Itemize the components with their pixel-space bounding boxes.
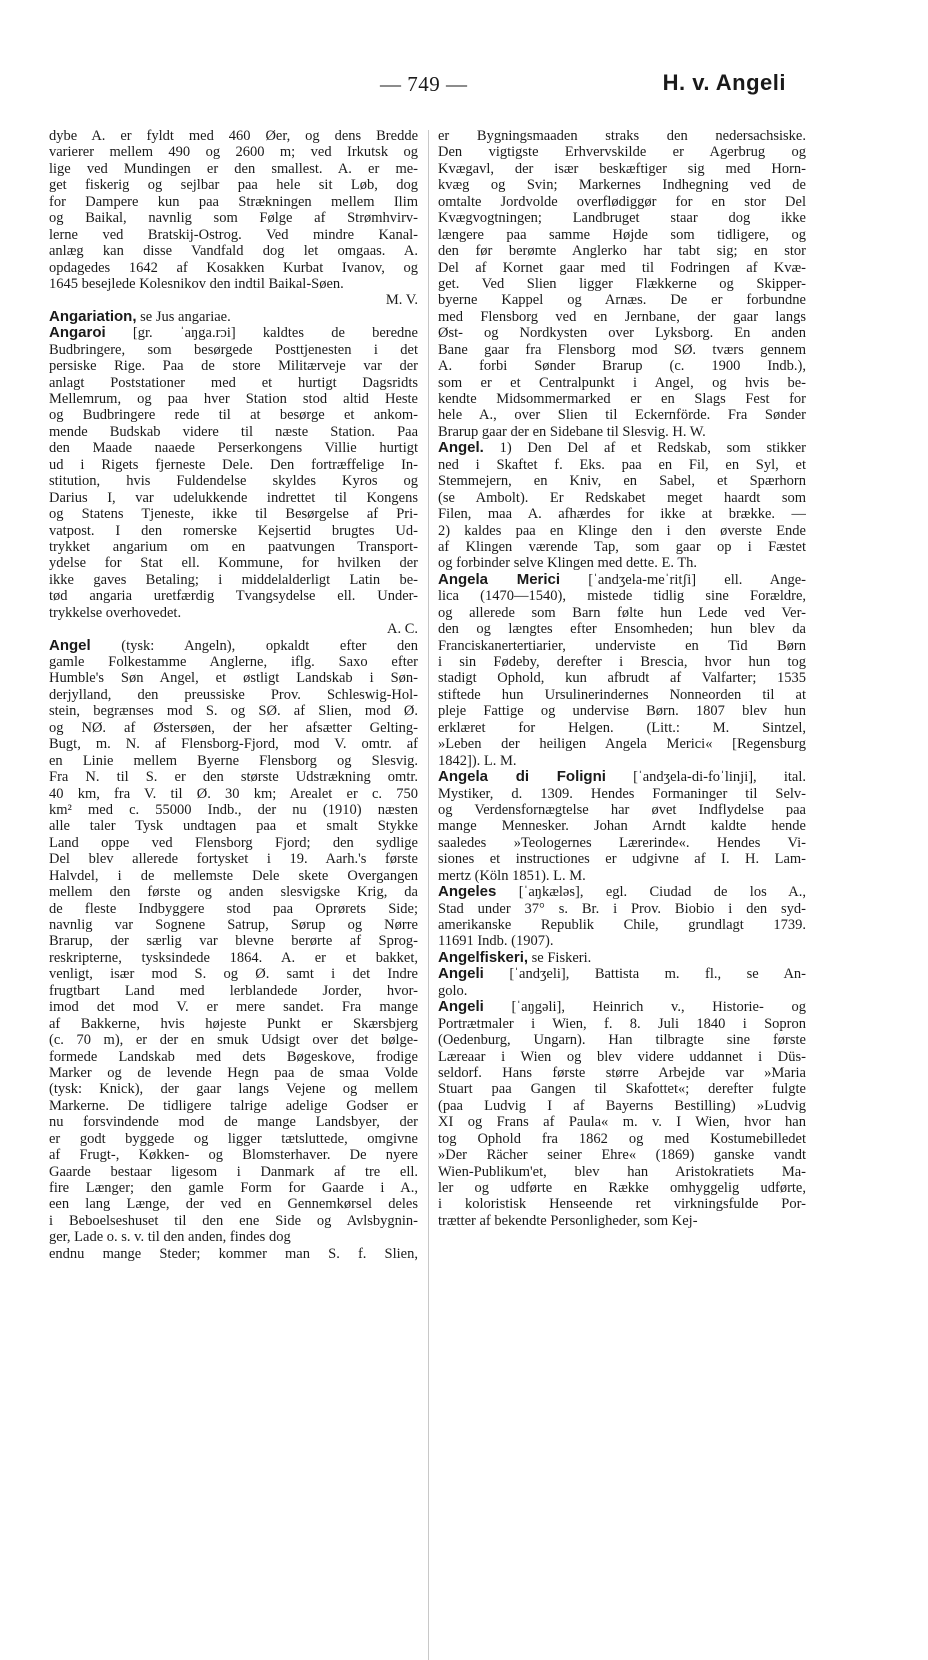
text-line: ydelse for Stat ell. Kommune, for hvilken der [49,555,418,572]
text-line: km² med c. 55000 Indb., der nu (1910) næsten [49,801,418,818]
text-line: (se Ambolt). Er Redskabet meget haardt som [438,489,806,506]
text-line: trykkelse overhovedet. [49,604,182,621]
text-line: stitution, hvis Fuldendelse skyldes Kyros og [49,473,418,490]
text-line: A. forbi Sønder Brarup (c. 1900 Indb.), [438,358,806,375]
text-line: A. C. [386,621,418,638]
running-head: H. v. Angeli [662,70,786,95]
text-line: og Statens Tjeneste, ikke til Besørgelse af Pri- [49,506,418,523]
text-line: XI og Frans af Paula« m. v. I Wien, hvor han [438,1114,806,1131]
text-line: imod det mod V. er mere sandet. Fra mange [49,999,418,1016]
text-line: Kvægavl, der især beskæftiger sig med Horn- [438,160,806,177]
headword: Angel. [438,439,484,457]
text-line: (Oedenburg, Ungarn). Han tilbragte sine første [438,1032,806,1049]
text-line: stiftede hun Ursulinerindernes Nonneorden til at [438,686,806,703]
text-line: een lang Længe, der ved en Gennemkørsel deles [49,1196,418,1213]
text-line: og forbinder selve Klingen med dette. E. Th. [438,555,698,572]
text-line: anlæg kan disse Vandfald dog let omgaas. A. [49,243,418,260]
text-line: og Baikal, navnlig som Følge af Strømhvirv- [49,210,418,227]
text-line: alle taler Tysk undtagen paa et smalt Stykke [49,818,418,835]
text-line: Angariation, se Jus angariae. [49,307,231,325]
text-line: ned i Skaftet f. Eks. paa en Fil, en Syl, et [438,456,806,473]
text-line: den før berømte Anglerko har tabt sig; en stor [438,243,806,260]
text-line: mellem den første og anden slesvigske Krig, da [49,884,418,901]
text-line: af Bakkerne, hvis højeste Punkt er Skærsbjerg [49,1015,418,1032]
text-line: Bane gaar fra Flensborg mod SØ. tværs gennem [438,341,806,358]
text-line: gamle Folkestamme Anglerne, iflg. Saxo efter [49,654,418,670]
text-line: frugtbart Land med lerblandede Jorder, hvor- [49,982,418,999]
text-line: byerne Kappel og Arnæs. De er forbundne [438,292,806,309]
text-line: og Verdensfornægtelse har øvet Indflydelse paa [438,801,806,818]
text-line: Fra N. til S. er den største Udstrækning omtr. [49,769,418,786]
text-line: hele A., over Slien til Eckernförde. Fra Sønder [438,407,806,424]
text-line: Angeli [ˈaŋgəli], Heinrich v., Historie- og [438,998,806,1016]
text-line: Angel. 1) Den Del af et Redskab, som stikker [438,439,806,457]
text-line: i koloristisk Henseende ret virkningsfulde Por- [438,1196,806,1213]
text-line: af Klingen værende Tap, som gaar op i Fæstet [438,538,806,555]
text-line: saaledes »Teologernes Lærerinde«. Hendes Vi- [438,834,806,851]
text-line: get fiskerig og sejlbar paa hele sit Løb, dog [49,177,418,194]
text-line: vatpost. I den romerske Kejsertid brugtes Ud- [49,522,418,539]
text-line: Gaarde bestaar ligesom i Danmark af tre ell. [49,1163,418,1180]
text-line: en Linie mellem Byerne Flensborg og Slesvig. [49,752,418,769]
text-line: derjylland, den preussiske Prov. Schleswig-Hol- [49,686,418,703]
text-line: erklæret for Helgen. (Litt.: M. Sintzel, [438,719,806,736]
text-line: tød angaria uretfærdig Tvangsydelse ell. Under- [49,588,418,605]
text-line: Portrætmaler i Wien, f. 8. Juli 1840 i Sopron [438,1015,806,1032]
text-line: Del blev allerede fortysket i 19. Aarh.'s første [49,851,418,868]
right-column [438,128,806,1229]
text-line: anlagt Poststationer med et hurtigt Dagsridts [49,374,418,391]
text-line: Angelfiskeri, se Fiskeri. [438,948,592,966]
text-line: ger, Lade o. s. v. til den anden, findes dog [49,1229,291,1246]
text-line: Markerne. De tidligere talrige adelige Godser er [49,1097,418,1114]
text-line: Angela Merici [ˈandʒela-meˈritʃi] ell. Ange- [438,570,806,588]
text-line: Stad under 37° s. Br. i Prov. Biobio i den syd- [438,900,806,917]
text-line: seldorf. Hans første større Arbejde var »Maria [438,1064,806,1081]
text-line: Brarup gaar der en Sidebane til Slesvig. H. W. [438,423,706,440]
text-line: (tysk: Knick), der gaar langs Vejene og mellem [49,1081,418,1098]
text-line: og Budbringere rede til at besørge et ankom- [49,407,418,424]
text-line: endnu mange Steder; kommer man S. f. Slien, [49,1245,418,1262]
text-line: mende Budskab videre til næste Station. Paa [49,423,418,440]
text-line: pleje Fattige og undervise Børn. 1807 blev hun [438,703,806,720]
text-line: »Leben der heiligen Angela Merici« [Regensburg [438,736,806,753]
text-line: Angaroi [gr. ˈaŋga.rɔi] kaldtes de beredne [49,324,418,342]
text-line: i Beboelseshuset til den ene Side og Avlsbygnin- [49,1212,418,1229]
text-line: (paa Ludvig I af Bayerns Bestilling) »Ludvig [438,1097,806,1114]
text-line: 1645 besejlede Kolesnikov den indtil Baikal-Søen. [49,275,344,292]
text-line: golo. [438,982,468,999]
text-line: get. Ved Slien ligger Flækkerne og Skipper- [438,275,806,292]
text-line: Stemmejern, en Kniv, en Sabel, et Spærhorn [438,473,806,490]
text-line: er godt byggede og ligger tætsluttede, omgivne [49,1130,418,1147]
headword: Angela di Foligni [438,768,606,786]
text-line: Angela di Foligni [ˈandʒela-di-foˈlinji], ital. [438,768,806,786]
text-line: Stuart paa Gangen til Skafottet«; derefter fulgte [438,1081,806,1098]
text-line: amerikanske Republik Chile, grundlagt 1739. [438,917,806,933]
text-line: kendte Midsommermarked er en Slags Fest for [438,391,806,407]
headword: Angeli [438,965,484,983]
text-line: Angeles [ˈaŋkæləs], egl. Ciudad de los A., [438,883,806,901]
text-line: Læreaar i Wien og blev videre uddannet i Düs- [438,1048,806,1065]
text-line: i sin Fødeby, derefter i Brescia, hvor hun tog [438,654,806,670]
text-line: Øst- og Nordkysten over Lyksborg. En anden [438,325,806,342]
text-line: siones et instructiones er udgivne af I. H. Lam- [438,851,806,868]
text-line: persiske Rige. Paa de store Militærveje var der [49,358,418,375]
headword: Angel [49,636,91,654]
text-line: »Der Rächer seiner Ehre« (1869) ganske vandt [438,1147,806,1164]
column-divider [428,130,429,1660]
text-line: ler og udførte en Række omhyggelig udførte, [438,1180,806,1196]
text-line: fire Længer; den gamle Form for Gaarde i A., [49,1180,418,1196]
text-line: Mystiker, d. 1309. Hendes Formaninger til Selv- [438,785,806,802]
text-line: Brarup, der særlig var blevne berørte af Sprog- [49,933,418,950]
text-line: for Dampere kun paa Strækningen mellem Ilim [49,193,418,210]
text-line: Wien-Publikum'et, blev han Aristokratiets Ma- [438,1163,806,1180]
text-line: Filen, maa A. afhærdes for ikke at brække. — [438,506,806,523]
text-line: lica (1470—1540), mistede tidlig sine Forældre, [438,588,806,605]
page-header [0,72,928,106]
text-line: og allerede som Barn følte hun Lede ved Ver- [438,604,806,621]
headword: Angelfiskeri, [438,948,529,966]
text-line: opdagedes 1642 af Kosakken Kurbat Ivanov, og [49,259,418,276]
text-line: (c. 70 m), er der en smuk Udsigt over det bølge- [49,1032,418,1049]
text-line: tog Ophold fra 1862 og med Kostumebilledet [438,1130,806,1147]
text-line: formede Landskab med dets Bøgeskove, frodige [49,1048,418,1065]
text-line: navnlig var Sognene Satrup, Sørup og Nørre [49,917,418,933]
headword: Angaroi [49,324,106,342]
text-line: Land oppe ved Flensborg Fjord; den sydlige [49,834,418,851]
text-line: Kvægvogtningen; Landbruget staar dog ikke [438,210,806,227]
text-line: 40 km, fra V. til Ø. 30 km; Arealet er c. 750 [49,785,418,802]
text-line: Darius I, var udelukkende indrettet til Kongens [49,489,418,506]
text-line: Angel (tysk: Angeln), opkaldt efter den [49,636,418,654]
headword: Angariation, [49,307,137,325]
text-line: 2) kaldes paa en Klinge den i den øverste Ende [438,522,806,539]
text-line: længere paa samme Højde som tidligere, og [438,226,806,243]
text-line: Del af Kornet gaar med til Fodringen af Kvæ- [438,259,806,276]
text-line: trætter af bekendte Personligheder, som Kej- [438,1212,698,1229]
text-line: Den vigtigste Erhvervskilde er Agerbrug og [438,144,806,161]
left-column [49,128,418,1262]
text-line: Budbringere, som besørgede Posttjenesten i det [49,341,418,358]
text-line: af Frugt-, Køkken- og Blomsterhaver. De nyere [49,1147,418,1164]
text-line: nu forsvindende mod de mange Landsbyer, der [49,1114,418,1131]
text-line: Angeli [ˈandʒeli], Battista m. fl., se An- [438,965,806,983]
headword: Angeles [438,883,497,901]
text-line: ud i Rigets fjerneste Dele. Den fortræffelige In- [49,456,418,473]
text-line: dybe A. er fyldt med 460 Øer, og dens Bredde [49,128,418,144]
text-line: lige ved Mundingen er den smallest. A. er me- [49,160,418,177]
text-line: den Maade naaede Perserkongens Villie hurtigt [49,440,418,457]
text-line: Halvdel, i de mellemste Dele skete Overgangen [49,867,418,884]
text-line: Humble's Søn Angel, et østligt Landskab i Søn- [49,670,418,687]
text-line: stadigt Ophold, kun afbrudt af Valfarter; 1535 [438,670,806,687]
text-line: varierer mellem 490 og 2600 m; ved Irkutsk og [49,144,418,161]
text-line: omtalte Jordvolde overflødiggør for en stor Del [438,193,806,210]
text-line: venligt, især mod S. og Ø. samt i det Indre [49,966,418,983]
text-line: M. V. [385,292,418,309]
text-line: trykket angarium om en paatvungen Transport- [49,538,418,555]
text-line: 1842]). L. M. [438,752,517,769]
text-line: som er et Centralpunkt i Angel, og hvis be- [438,374,806,391]
text-line: Franciskanertertiarier, underviste en Tid Børn [438,637,806,654]
text-line: Bugt, m. N. af Flensborg-Fjord, mod V. omtr. af [49,736,418,753]
text-line: lerne ved Bratskij-Ostrog. Ved mindre Kanal- [49,226,418,243]
text-line: og NØ. af Østersøen, der her afsætter Gelting- [49,719,418,736]
text-line: ikke gaves Betaling; i middelalderligt Latin be- [49,571,418,588]
page-number: — 749 — [380,72,468,96]
headword: Angela Merici [438,570,561,588]
text-line: Marker og de levende Hegn paa de smaa Volde [49,1064,418,1081]
headword: Angeli [438,998,484,1016]
text-line: mange Mennesker. Johan Arndt kaldte hende [438,818,806,835]
text-line: reskripterne, tysksindede 1864. A. er et bakket, [49,949,418,966]
text-line: 11691 Indb. (1907). [438,933,554,950]
text-line: kvæg og Svin; Markernes Indhegning ved de [438,177,806,194]
text-line: mertz (Köln 1851). L. M. [438,867,586,884]
text-line: med Flensborg ved en Jernbane, der gaar langs [438,308,806,325]
text-line: stein, begrænses mod S. og SØ. af Slien, mod Ø. [49,703,418,720]
text-line: de fleste Indbyggere stod paa Oprørets Side; [49,900,418,917]
text-line: Mellemrum, og paa hver Station stod altid Heste [49,391,418,407]
text-line: den og længtes efter Ensomheden; hun blev da [438,621,806,638]
text-line: er Bygningsmaaden straks den nedersachsiske. [438,128,806,144]
